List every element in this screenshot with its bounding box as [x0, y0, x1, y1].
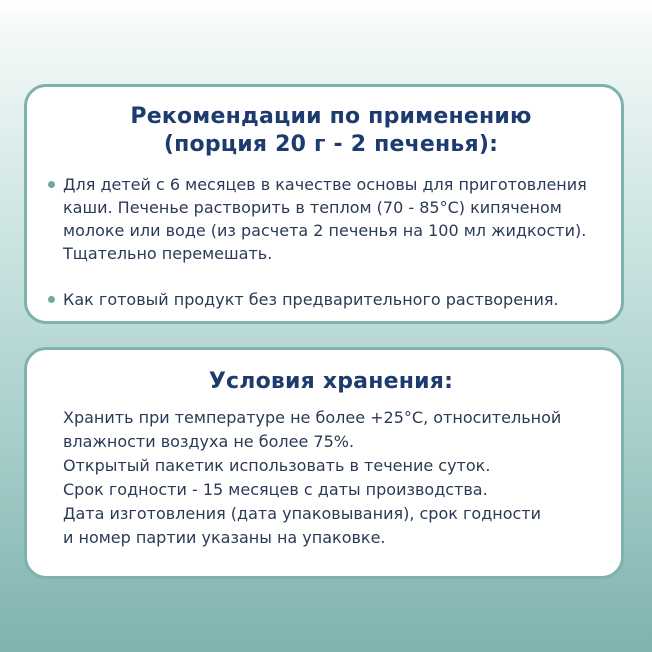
usage-title	[63, 103, 599, 159]
usage-item-text: Для детей с 6 месяцев в качестве основы для приготовления каши. Печенье растворить в теплом (70 - 85°С) кипяченом молоке или воде (из расчета 2 печенья на 100 мл жидкости). Тщательно перемешать.	[63, 175, 587, 263]
storage-line: влажности воздуха не более 75%.	[63, 432, 355, 451]
usage-list-item	[63, 173, 599, 265]
bullet-dot-icon	[48, 296, 55, 303]
usage-item-text: Как готовый продукт без предварительного растворения.	[63, 290, 559, 309]
usage-title-line1: Рекомендации по применению	[130, 104, 532, 129]
usage-list-item	[63, 288, 599, 311]
usage-list	[63, 173, 599, 311]
storage-conditions-card	[24, 347, 624, 579]
storage-line: Открытый пакетик использовать в течение суток.	[63, 456, 491, 475]
storage-line: Хранить при температуре не более +25°С, относительной	[63, 408, 562, 427]
bullet-dot-icon	[48, 181, 55, 188]
storage-line: Срок годности - 15 месяцев с даты производства.	[63, 480, 488, 499]
storage-line: Дата изготовления (дата упаковывания), срок годности	[63, 504, 542, 523]
storage-line: и номер партии указаны на упаковке.	[63, 528, 386, 547]
usage-title-line2: (порция 20 г - 2 печенья):	[163, 132, 499, 157]
storage-text-block	[63, 406, 599, 550]
storage-title: Условия хранения:	[208, 369, 454, 394]
usage-recommendations-card	[24, 84, 624, 324]
